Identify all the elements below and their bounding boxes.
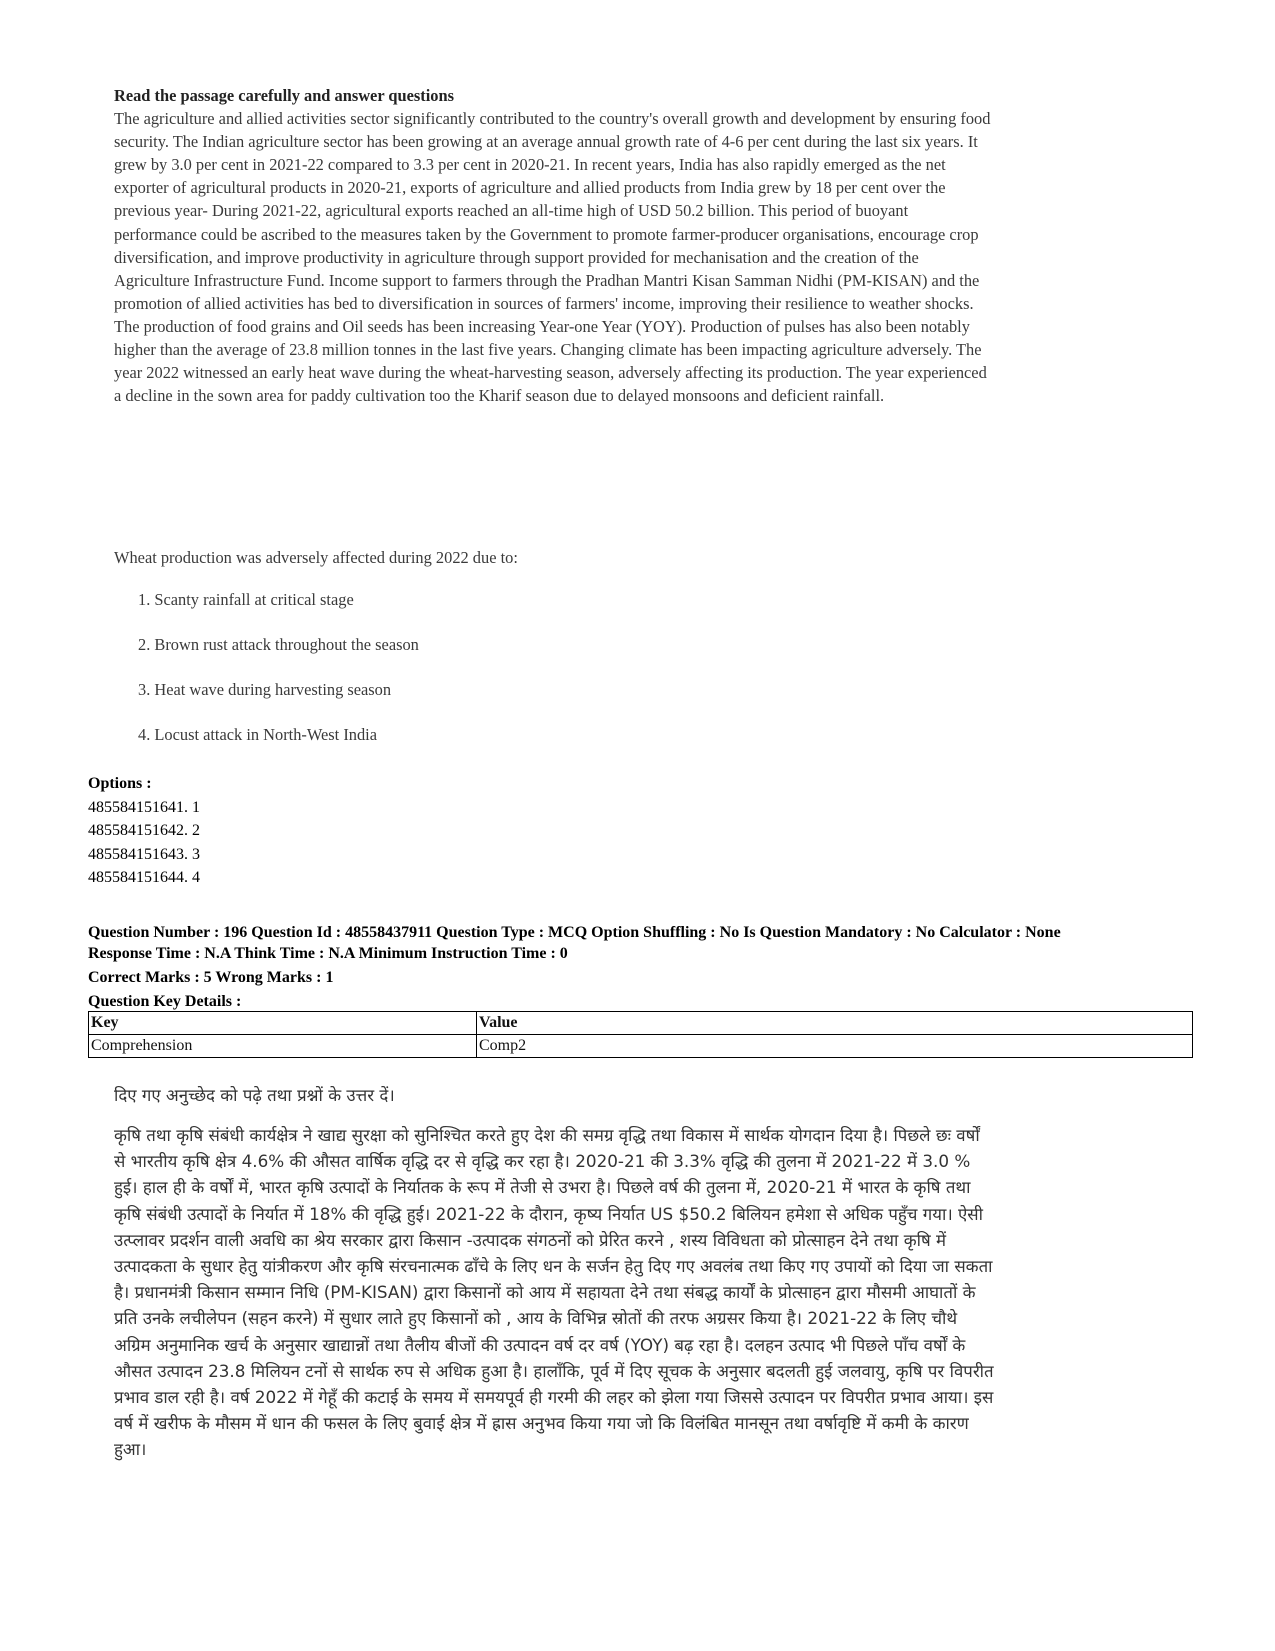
meta-line-1: Question Number : 196 Question Id : 48558437911 Question Type : MCQ Option Shuffling : No Is Question Mandatory : No Calculator : None: [88, 924, 1061, 941]
table-header-key: Key: [89, 1012, 477, 1035]
passage-heading: Read the passage carefully and answer questions: [114, 86, 454, 105]
statement-1: 1. Scanty rainfall at critical stage: [138, 590, 354, 609]
question-meta: [88, 922, 1258, 1012]
passage-body: The agriculture and allied activities sector significantly contributed to the country's overall growth and development by ensuring food security. The Indian agriculture sector has been growing at an average annual growth rate of 4-6 per cent during the last six years. It grew by 3.0 per cent in 2021-22 compared to 3.3 per cent in 2020-21. In recent years, India has also rapidly emerged as the net exporter of agricultural products in 2020-21, exports of agriculture and allied products from India grew by 18 per cent over the previous year- During 2021-22, agricultural exports reached an all-time high of USD 50.2 billion. This period of buoyant performance could be ascribed to the measures taken by the Government to promote farmer-producer organisations, encourage crop diversification, and improve productivity in agriculture through support provided for mechanisation and the creation of the Agriculture Infrastructure Fund. Income support to farmers through the Pradhan Mantri Kisan Samman Nidhi (PM-KISAN) and the promotion of allied activities has bed to diversification in sources of farmers' income, improving their resilience to weather shocks. The production of food grains and Oil seeds has been increasing Year-one Year (YOY). Production of pulses has also been notably higher than the average of 23.8 million tonnes in the last five years. Changing climate has been impacting agriculture adversely. The year 2022 witnessed an early heat wave during the wheat-harvesting season, adversely affecting its production. The year experienced a decline in the sown area for paddy cultivation too the Kharif season due to delayed monsoons and deficient rainfall.: [114, 109, 991, 406]
statement-2: 2. Brown rust attack throughout the season: [138, 635, 419, 654]
statement-3: 3. Heat wave during harvesting season: [138, 680, 392, 699]
option-1: 485584151641. 1: [88, 798, 200, 816]
table-header-value: Value: [477, 1012, 1193, 1035]
passage-hindi-body: कृषि तथा कृषि संबंधी कार्यक्षेत्र ने खाद्य सुरक्षा को सुनिश्चित करते हुए देश की समग्र वृद्धि तथा विकास में सार्थक योगदान दिया है। पिछले छः वर्षों से भारतीय कृषि क्षेत्र 4.6% की औसत वार्षिक वृद्धि दर से वृद्धि कर रहा है। 2020-21 की 3.3% वृद्धि की तुलना में 2021-22 में 3.0 % हुई। हाल ही के वर्षों में, भारत कृषि उत्पादों के निर्यातक के रूप में तेजी से उभरा है। पिछले वर्ष की तुलना में, 2020-21 में भारत के कृषि तथा कृषि संबंधी उत्पादों के निर्यात में 18% की वृद्धि हुई। 2021-22 के दौरान, कृष्य निर्यात US $50.2 बिलियन हमेशा से अधिक पहुँच गया। ऐसी उत्प्लावर प्रदर्शन वाली अवधि का श्रेय सरकार द्वारा किसान -उत्पादक संगठनों को प्रेरित करने , शस्य विविधता को प्रोत्साहन देने तथा कृषि में उत्पादकता के सुधार हेतु यांत्रीकरण और कृषि संरचनात्मक ढाँचे के लिए धन के सर्जन हेतु दिए गए अवलंब तथा किए गए उपायों को दिया जा सकता है। प्रधानमंत्री किसान सम्मान निधि (PM-KISAN) द्वारा किसानों को आय में सहायता देने तथा संबद्ध कार्यों के प्रोत्साहन द्वारा मौसमी आघातों के प्रति उनके लचीलेपन (सहन करने) में सुधार लाते हुए किसानों को , आय के विभिन्न स्रोतों की तरफ अग्रसर किया है। 2021-22 के लिए चौथे अग्रिम अनुमानिक खर्च के अनुसार खाद्यान्नों तथा तैलीय बीजों की उत्पादन वर्ष दर वर्ष (YOY) बढ़ रहा है। दलहन उत्पाद भी पिछले पाँच वर्षों के औसत उत्पादन 23.8 मिलियन टनों से सार्थक रुप से अधिक हुआ है। हालाँकि, पूर्व में दिए सूचक के अनुसार बदलती हुई जलवायु, कृषि पर विपरीत प्रभाव डाल रही है। वर्ष 2022 में गेहूँ की कटाई के समय में समयपूर्व ही गरमी की लहर को झेला गया जिससे उत्पादन पर विपरीत प्रभाव आया। इस वर्ष में खरीफ के मौसम में धान की फसल के लिए बुवाई क्षेत्र में ह्रास अनुभव किया गया जो कि विलंबित मानसून तथा वर्षावृष्टि में कमी के कारण हुआ।: [114, 1125, 994, 1460]
statement-4: 4. Locust attack in North-West India: [138, 725, 378, 744]
question-statements: [138, 590, 419, 770]
table-row: [89, 1035, 1193, 1058]
options-block: [88, 772, 200, 890]
passage-hindi-heading: दिए गए अनुच्छेद को पढ़े तथा प्रश्नों के उत्तर दें।: [114, 1085, 395, 1105]
meta-line-2: Response Time : N.A Think Time : N.A Minimum Instruction Time : 0: [88, 945, 568, 962]
option-2: 485584151642. 2: [88, 822, 200, 839]
options-label: Options :: [88, 775, 152, 792]
option-4: 485584151644. 4: [88, 869, 200, 886]
option-3: 485584151643. 3: [88, 845, 200, 863]
meta-line-3: Correct Marks : 5 Wrong Marks : 1: [88, 969, 334, 986]
table-header-row: [89, 1012, 1193, 1035]
question-stem: Wheat production was adversely affected during 2022 due to:: [114, 548, 518, 567]
table-cell-key: Comprehension: [89, 1035, 477, 1058]
passage-hindi: [114, 1083, 994, 1463]
table-cell-value: Comp2: [477, 1035, 1193, 1058]
meta-line-4: Question Key Details :: [88, 993, 242, 1010]
question-key-table: [88, 1011, 1193, 1058]
passage-english: [114, 84, 994, 407]
